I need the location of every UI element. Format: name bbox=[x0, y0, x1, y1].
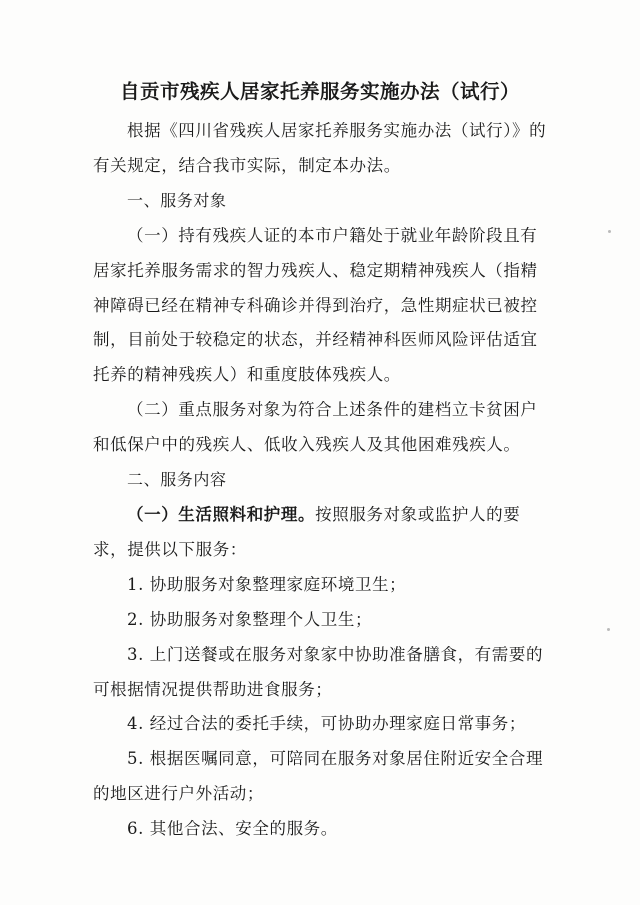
service-content-item-1-heading: （一）生活照料和护理。 bbox=[127, 504, 316, 524]
service-target-item-1: （一）持有残疾人证的本市户籍处于就业年龄阶段且有居家托养服务需求的智力残疾人、稳定期精神残疾人（指精神障碍已经在精神专科确诊并得到治疗，急性期症状已被控制，目前处于较稳定的状态，并经精神科医师风险评估适宜托养的精神残疾人）和重度肢体残疾人。 bbox=[93, 225, 538, 385]
scan-speck bbox=[607, 628, 610, 631]
list-item: 4. 经过合法的委托手续，可协助办理家庭日常事务； bbox=[127, 714, 526, 734]
service-content-item-1-text: 按照服务对象或监护人的要求，提供以下服务： bbox=[93, 504, 521, 559]
list-item: 5. 根据医嘱同意，可陪同在服务对象居住附近安全合理的地区进行户外活动； bbox=[93, 749, 544, 804]
service-content-item-1 bbox=[93, 498, 551, 568]
intro-paragraph: 根据《四川省残疾人居家托养服务实施办法（试行）》的有关规定，结合我市实际，制定本办法。 bbox=[93, 121, 547, 175]
document-title: 自贡市残疾人居家托养服务实施办法（试行） bbox=[119, 80, 520, 103]
list-item: 2. 协助服务对象整理个人卫生； bbox=[127, 609, 373, 629]
section-heading-service-content: 二、服务内容 bbox=[127, 470, 227, 490]
scan-speck bbox=[608, 230, 611, 233]
service-target-item-2: （二）重点服务对象为符合上述条件的建档立卡贫困户和低保户中的残疾人、低收入残疾人及其他困难残疾人。 bbox=[93, 400, 538, 455]
document-body bbox=[93, 114, 551, 847]
list-item: 3. 上门送餐或在服务对象家中协助准备膳食，有需要的可根据情况提供帮助进食服务； bbox=[93, 644, 544, 699]
list-item: 6. 其他合法、安全的服务。 bbox=[127, 819, 338, 839]
list-item: 1. 协助服务对象整理家庭环境卫生； bbox=[127, 574, 407, 594]
section-heading-service-targets: 一、服务对象 bbox=[127, 190, 227, 210]
